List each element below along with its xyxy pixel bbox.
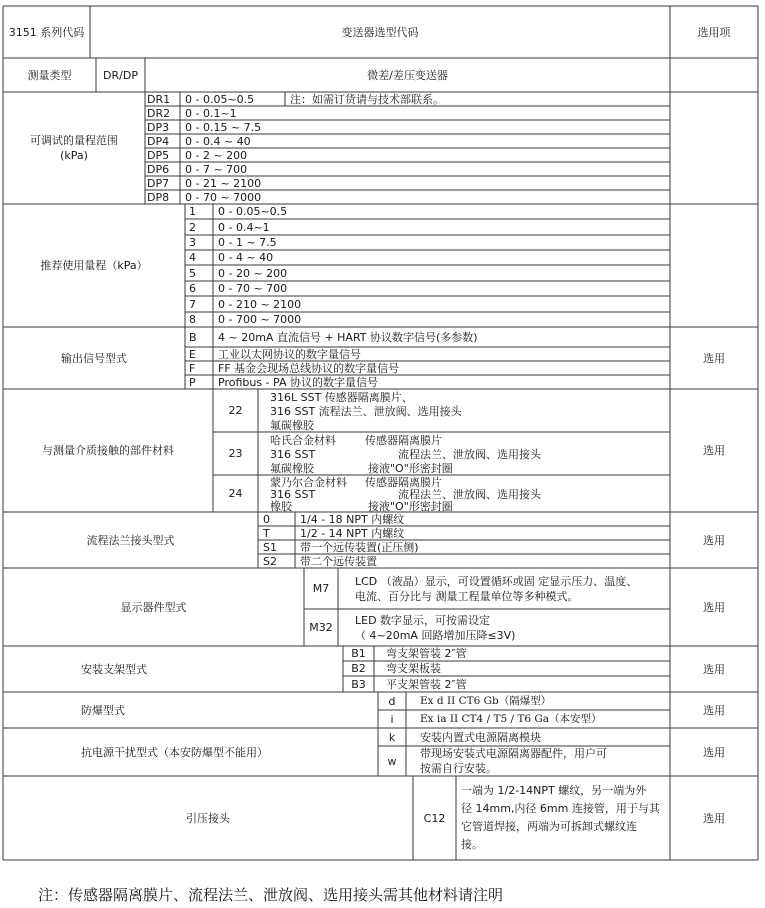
range-note: 注：如需订货请与技术部联系。	[290, 92, 444, 106]
display-desc-line-1: LED 数字显示，可按需设定	[355, 613, 491, 627]
display-desc-line-2: 电流、百分比与 测量工程量单位等多种模式。	[355, 589, 579, 603]
output-label: 输出信号型式	[61, 351, 127, 365]
interference-desc-line-1: 安装内置式电源隔离模块	[420, 730, 541, 744]
explosion-value: Ex d II CT6 Gb（隔爆型）	[420, 694, 552, 707]
material-text-b: 流程法兰、泄放阀、选用接头	[398, 487, 541, 501]
range-value: 0 - 0.05~0.5	[185, 92, 255, 106]
flange-code: S2	[263, 554, 277, 568]
flange-label: 流程法兰接头型式	[86, 533, 175, 547]
material-text: 316L SST 传感器隔离膜片、	[270, 390, 413, 404]
material-text: 氟碳橡胶	[270, 461, 314, 475]
output-code: B	[189, 330, 197, 344]
recommend-value: 0 - 70 ~ 700	[218, 282, 288, 295]
range-value: 0 - 7 ~ 700	[185, 162, 248, 176]
interference-desc-line-2: 按需自行安装。	[420, 762, 497, 775]
material-text: 316 SST 流程法兰、泄放阀、选用接头	[270, 404, 462, 418]
output-value: Profibus - PA 协议的数字量信号	[218, 375, 378, 389]
material-text-b: 流程法兰、泄放阀、选用接头	[398, 447, 541, 461]
pressure-desc	[461, 776, 669, 860]
explosion-label: 防爆型式	[81, 703, 125, 717]
explosion-value: Ex ia II CT4 / T5 / T6 Ga（本安型）	[420, 712, 602, 725]
pressure-desc-line-4: 接。	[461, 838, 483, 851]
recommend-value: 0 - 0.4~1	[218, 220, 270, 234]
flange-value: 1/2 - 14 NPT 内螺纹	[300, 526, 405, 540]
measure-type-code: DR/DP	[103, 68, 138, 82]
output-value: 工业以太网协议的数字量信号	[218, 347, 361, 361]
recommend-value: 0 - 4 ~ 40	[218, 251, 274, 264]
bracket-value: 弯支架管装 2″管	[386, 647, 467, 660]
display-desc	[355, 609, 667, 646]
display-code: M32	[309, 621, 333, 634]
interference-code: k	[388, 730, 396, 744]
display-desc	[355, 568, 667, 609]
range-label-line-2: (kPa)	[60, 149, 88, 162]
bracket-value: 弯支架板装	[386, 662, 441, 675]
bracket-value: 平支架管装 2″管	[386, 677, 467, 691]
flange-value: 1/4 - 18 NPT 内螺纹	[300, 512, 405, 526]
recommend-code: 3	[189, 236, 196, 249]
flange-code: T	[263, 526, 270, 540]
pressure-label: 引压接头	[186, 811, 230, 825]
material-text: 哈氏合金材料	[270, 433, 336, 447]
material-code: 24	[228, 487, 243, 500]
explosion-code: d	[388, 694, 396, 708]
material-text-b: 接液"O"形密封圈	[368, 461, 453, 475]
display-desc-line-1: LCD （液晶）显示，可设置循环或固 定显示压力、温度、	[355, 574, 638, 588]
recommend-code: 4	[189, 251, 196, 264]
recommend-code: 8	[189, 313, 196, 326]
recommend-value: 0 - 1 ~ 7.5	[218, 236, 277, 249]
recommend-code: 2	[189, 220, 196, 234]
display-desc-line-2: （ 4~20mA 回路增加压降≤3V)	[355, 628, 516, 642]
pressure-desc-line-2: 径 14mm,内径 6mm 连接管，用于与其	[461, 802, 660, 815]
range-value: 0 - 0.15 ~ 7.5	[185, 120, 262, 134]
range-value: 0 - 0.1~1	[185, 106, 237, 120]
output-value: 4 ~ 20mA 直流信号 + HART 协议数字信号(多参数)	[218, 330, 478, 344]
range-label	[3, 92, 145, 204]
range-value: 0 - 21 ~ 2100	[185, 176, 262, 190]
material-option: 选用	[703, 444, 725, 457]
recommend-value: 0 - 0.05~0.5	[218, 205, 288, 218]
output-option: 选用	[703, 351, 725, 365]
material-text: 氟碳橡胶	[270, 418, 314, 432]
bracket-code: B1	[351, 647, 366, 660]
range-value: 0 - 70 ~ 7000	[185, 190, 262, 204]
output-code: E	[189, 347, 196, 361]
recommend-code: 7	[189, 297, 196, 311]
material-text: 橡胶	[270, 499, 292, 513]
bracket-label: 安装支架型式	[81, 662, 147, 676]
range-code: DP6	[147, 162, 170, 176]
material-text: 蒙乃尔合金材料	[270, 475, 347, 489]
material-text-b: 接液"O"形密封圈	[368, 499, 453, 513]
bracket-code: B2	[351, 662, 366, 675]
flange-value: 带二个远传装置	[300, 554, 377, 568]
interference-option: 选用	[703, 745, 725, 759]
range-value: 0 - 0.4 ~ 40	[185, 134, 251, 148]
range-code: DP4	[147, 134, 170, 148]
explosion-code: i	[390, 712, 394, 726]
pressure-option: 选用	[703, 811, 725, 825]
display-code: M7	[312, 582, 330, 595]
transmitter-code-header: 变送器选型代码	[341, 25, 419, 39]
recommend-value: 0 - 210 ~ 2100	[218, 297, 302, 311]
recommend-code: 1	[189, 205, 196, 218]
range-label-line-1: 可调试的量程范围	[30, 134, 118, 147]
interference-desc	[420, 746, 668, 776]
interference-label: 抗电源干扰型式（本安防爆型不能用）	[81, 745, 268, 759]
flange-code: 0	[263, 512, 270, 526]
pressure-desc-line-1: 一端为 1/2-14NPT 螺纹，另一端为外	[461, 784, 647, 797]
range-code: DP3	[147, 120, 170, 134]
recommend-label: 推荐使用量程（kPa）	[40, 259, 148, 272]
range-value: 0 - 2 ~ 200	[185, 148, 248, 162]
explosion-option: 选用	[703, 703, 725, 717]
material-text: 316 SST	[270, 487, 316, 501]
recommend-code: 6	[189, 282, 196, 295]
recommend-value: 0 - 20 ~ 200	[218, 266, 288, 280]
measure-type-label: 测量类型	[27, 68, 72, 82]
material-label: 与测量介质接触的部件材料	[42, 444, 174, 457]
flange-option: 选用	[703, 533, 725, 547]
material-code: 23	[228, 447, 243, 460]
pressure-desc-line-3: 它管道焊接，两端为可拆卸式螺纹连	[461, 820, 637, 833]
interference-desc-line-1: 带现场安装式电源隔离器配件，用户可	[420, 747, 607, 760]
recommend-value: 0 - 700 ~ 7000	[218, 313, 302, 326]
range-code: DR1	[147, 92, 171, 106]
display-option: 选用	[703, 600, 725, 614]
flange-value: 带一个远传装置(正压侧)	[300, 540, 419, 554]
output-code: P	[189, 375, 196, 389]
material-text: 316 SST	[270, 447, 316, 461]
option-header: 选用项	[697, 25, 731, 39]
series-code-header: 3151 系列代码	[8, 25, 85, 39]
interference-desc	[420, 728, 668, 746]
footnote: 注：传感器隔离膜片、流程法兰、泄放阀、选用接头需其他材料请注明	[38, 886, 504, 904]
material-code: 22	[228, 404, 243, 417]
output-value: FF 基金会现场总线协议的数字量信号	[218, 361, 400, 375]
range-code: DP8	[147, 190, 170, 204]
range-code: DP7	[147, 176, 170, 190]
flange-code: S1	[263, 540, 277, 554]
interference-code: w	[387, 754, 397, 768]
bracket-option: 选用	[703, 662, 725, 676]
display-label: 显示器件型式	[120, 600, 187, 614]
range-code: DP5	[147, 148, 170, 162]
output-code: F	[189, 361, 196, 375]
material-text-b: 传感器隔离膜片	[365, 475, 442, 489]
range-code: DR2	[147, 106, 171, 120]
recommend-code: 5	[189, 266, 196, 280]
pressure-code: C12	[423, 811, 446, 825]
bracket-code: B3	[351, 677, 366, 691]
material-text-b: 传感器隔离膜片	[365, 433, 442, 447]
measure-type-desc: 微差/差压变送器	[367, 68, 448, 82]
